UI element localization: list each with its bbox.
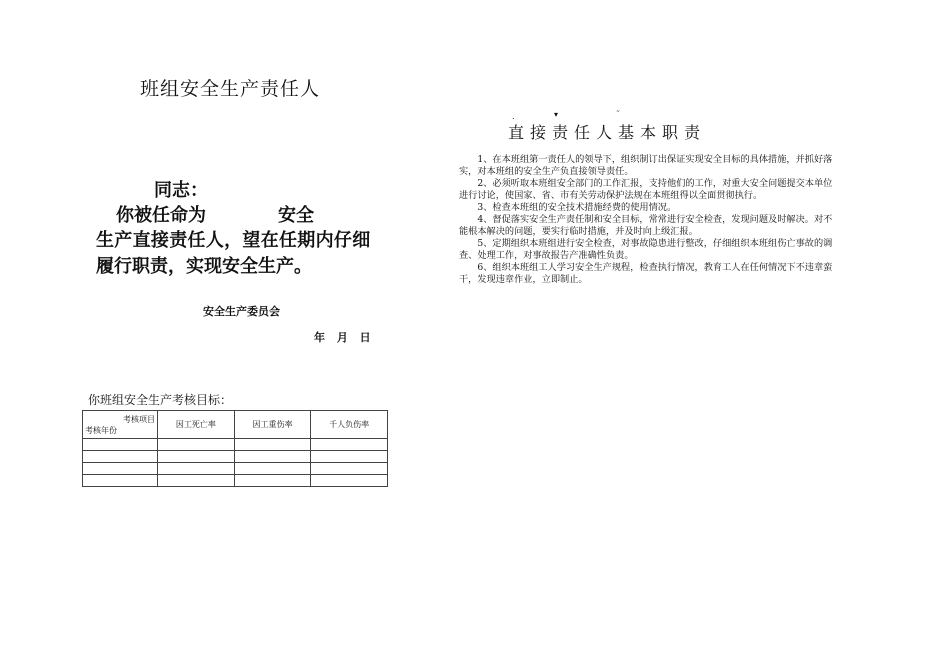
table-cell[interactable] bbox=[311, 439, 388, 451]
table-row bbox=[83, 439, 388, 451]
appointment-text-start: 你被任命为 bbox=[116, 205, 206, 226]
table-cell[interactable] bbox=[234, 451, 311, 463]
duty-item: 2、必须听取本班组安全部门的工作汇报，支持他们的工作，对重大安全问题提交本单位进行讨论，使国家、省、市有关劳动保护法规在本班组得以全面贯彻执行。 bbox=[459, 178, 833, 201]
table-cell[interactable] bbox=[234, 475, 311, 487]
column-header: 因工死亡率 bbox=[158, 411, 235, 439]
table-cell[interactable] bbox=[311, 463, 388, 475]
target-table bbox=[82, 410, 388, 487]
table-row bbox=[83, 463, 388, 475]
table-cell[interactable] bbox=[83, 439, 158, 451]
date-line: 年 月 日 bbox=[314, 331, 371, 344]
corner-cell bbox=[83, 411, 158, 439]
table-cell[interactable] bbox=[234, 439, 311, 451]
duties-title: 直接责任人基本职责 bbox=[508, 123, 707, 142]
table-cell[interactable] bbox=[234, 463, 311, 475]
table-cell[interactable] bbox=[311, 475, 388, 487]
table-cell[interactable] bbox=[83, 463, 158, 475]
duty-item: 1、在本班组第一责任人的领导下，组织制订出保证实现安全目标的具体措施，并抓好落实，对本班组的安全生产负直接领导责任。 bbox=[459, 154, 833, 177]
appointment-text-line2: 生产直接责任人，望在任期内仔细 bbox=[96, 230, 371, 251]
table-cell[interactable] bbox=[83, 451, 158, 463]
appointment-text-post: 安全 bbox=[278, 205, 314, 226]
duty-item: 5、定期组织本班组进行安全检查，对事故隐患进行整改，仔细组织本班组伤亡事故的调查、处理工作，对事故报告产准确性负责。 bbox=[459, 238, 833, 261]
table-cell[interactable] bbox=[158, 475, 235, 487]
column-header: 因工重伤率 bbox=[234, 411, 311, 439]
table-cell[interactable] bbox=[158, 463, 235, 475]
target-label: 你班组安全生产考核目标： bbox=[88, 393, 233, 407]
corner-top-label: 考核项目 bbox=[123, 414, 155, 424]
appointment-text-line3: 履行职责，实现安全生产。 bbox=[96, 256, 312, 277]
duty-item: 4、督促落实安全生产责任制和安全目标，常常进行安全检查，发现问题及时解决。对不能根本解决的问题，要实行临时措施，并及时向上级汇报。 bbox=[459, 214, 833, 237]
duty-item: 3、检查本班组的安全技术措施经费的使用情况。 bbox=[477, 202, 677, 213]
duty-item: 6、组织本班组工人学习安全生产规程，检查执行情况，教育工人在任何情况下不违章蛮干，发现违章作业，立即制止。 bbox=[459, 262, 833, 285]
page-title: 班组安全生产责任人 bbox=[140, 78, 321, 100]
table-row bbox=[83, 451, 388, 463]
table-cell[interactable] bbox=[311, 451, 388, 463]
table-row bbox=[83, 475, 388, 487]
table-cell[interactable] bbox=[158, 451, 235, 463]
corner-bottom-label: 考核年份 bbox=[85, 425, 117, 435]
duties-list bbox=[459, 154, 837, 286]
table-cell[interactable] bbox=[158, 439, 235, 451]
committee-signature: 安全生产委员会 bbox=[203, 305, 280, 318]
column-header: 千人负伤率 bbox=[311, 411, 388, 439]
salutation: 同志： bbox=[154, 180, 208, 201]
table-cell[interactable] bbox=[83, 475, 158, 487]
table-header-row bbox=[83, 411, 388, 439]
